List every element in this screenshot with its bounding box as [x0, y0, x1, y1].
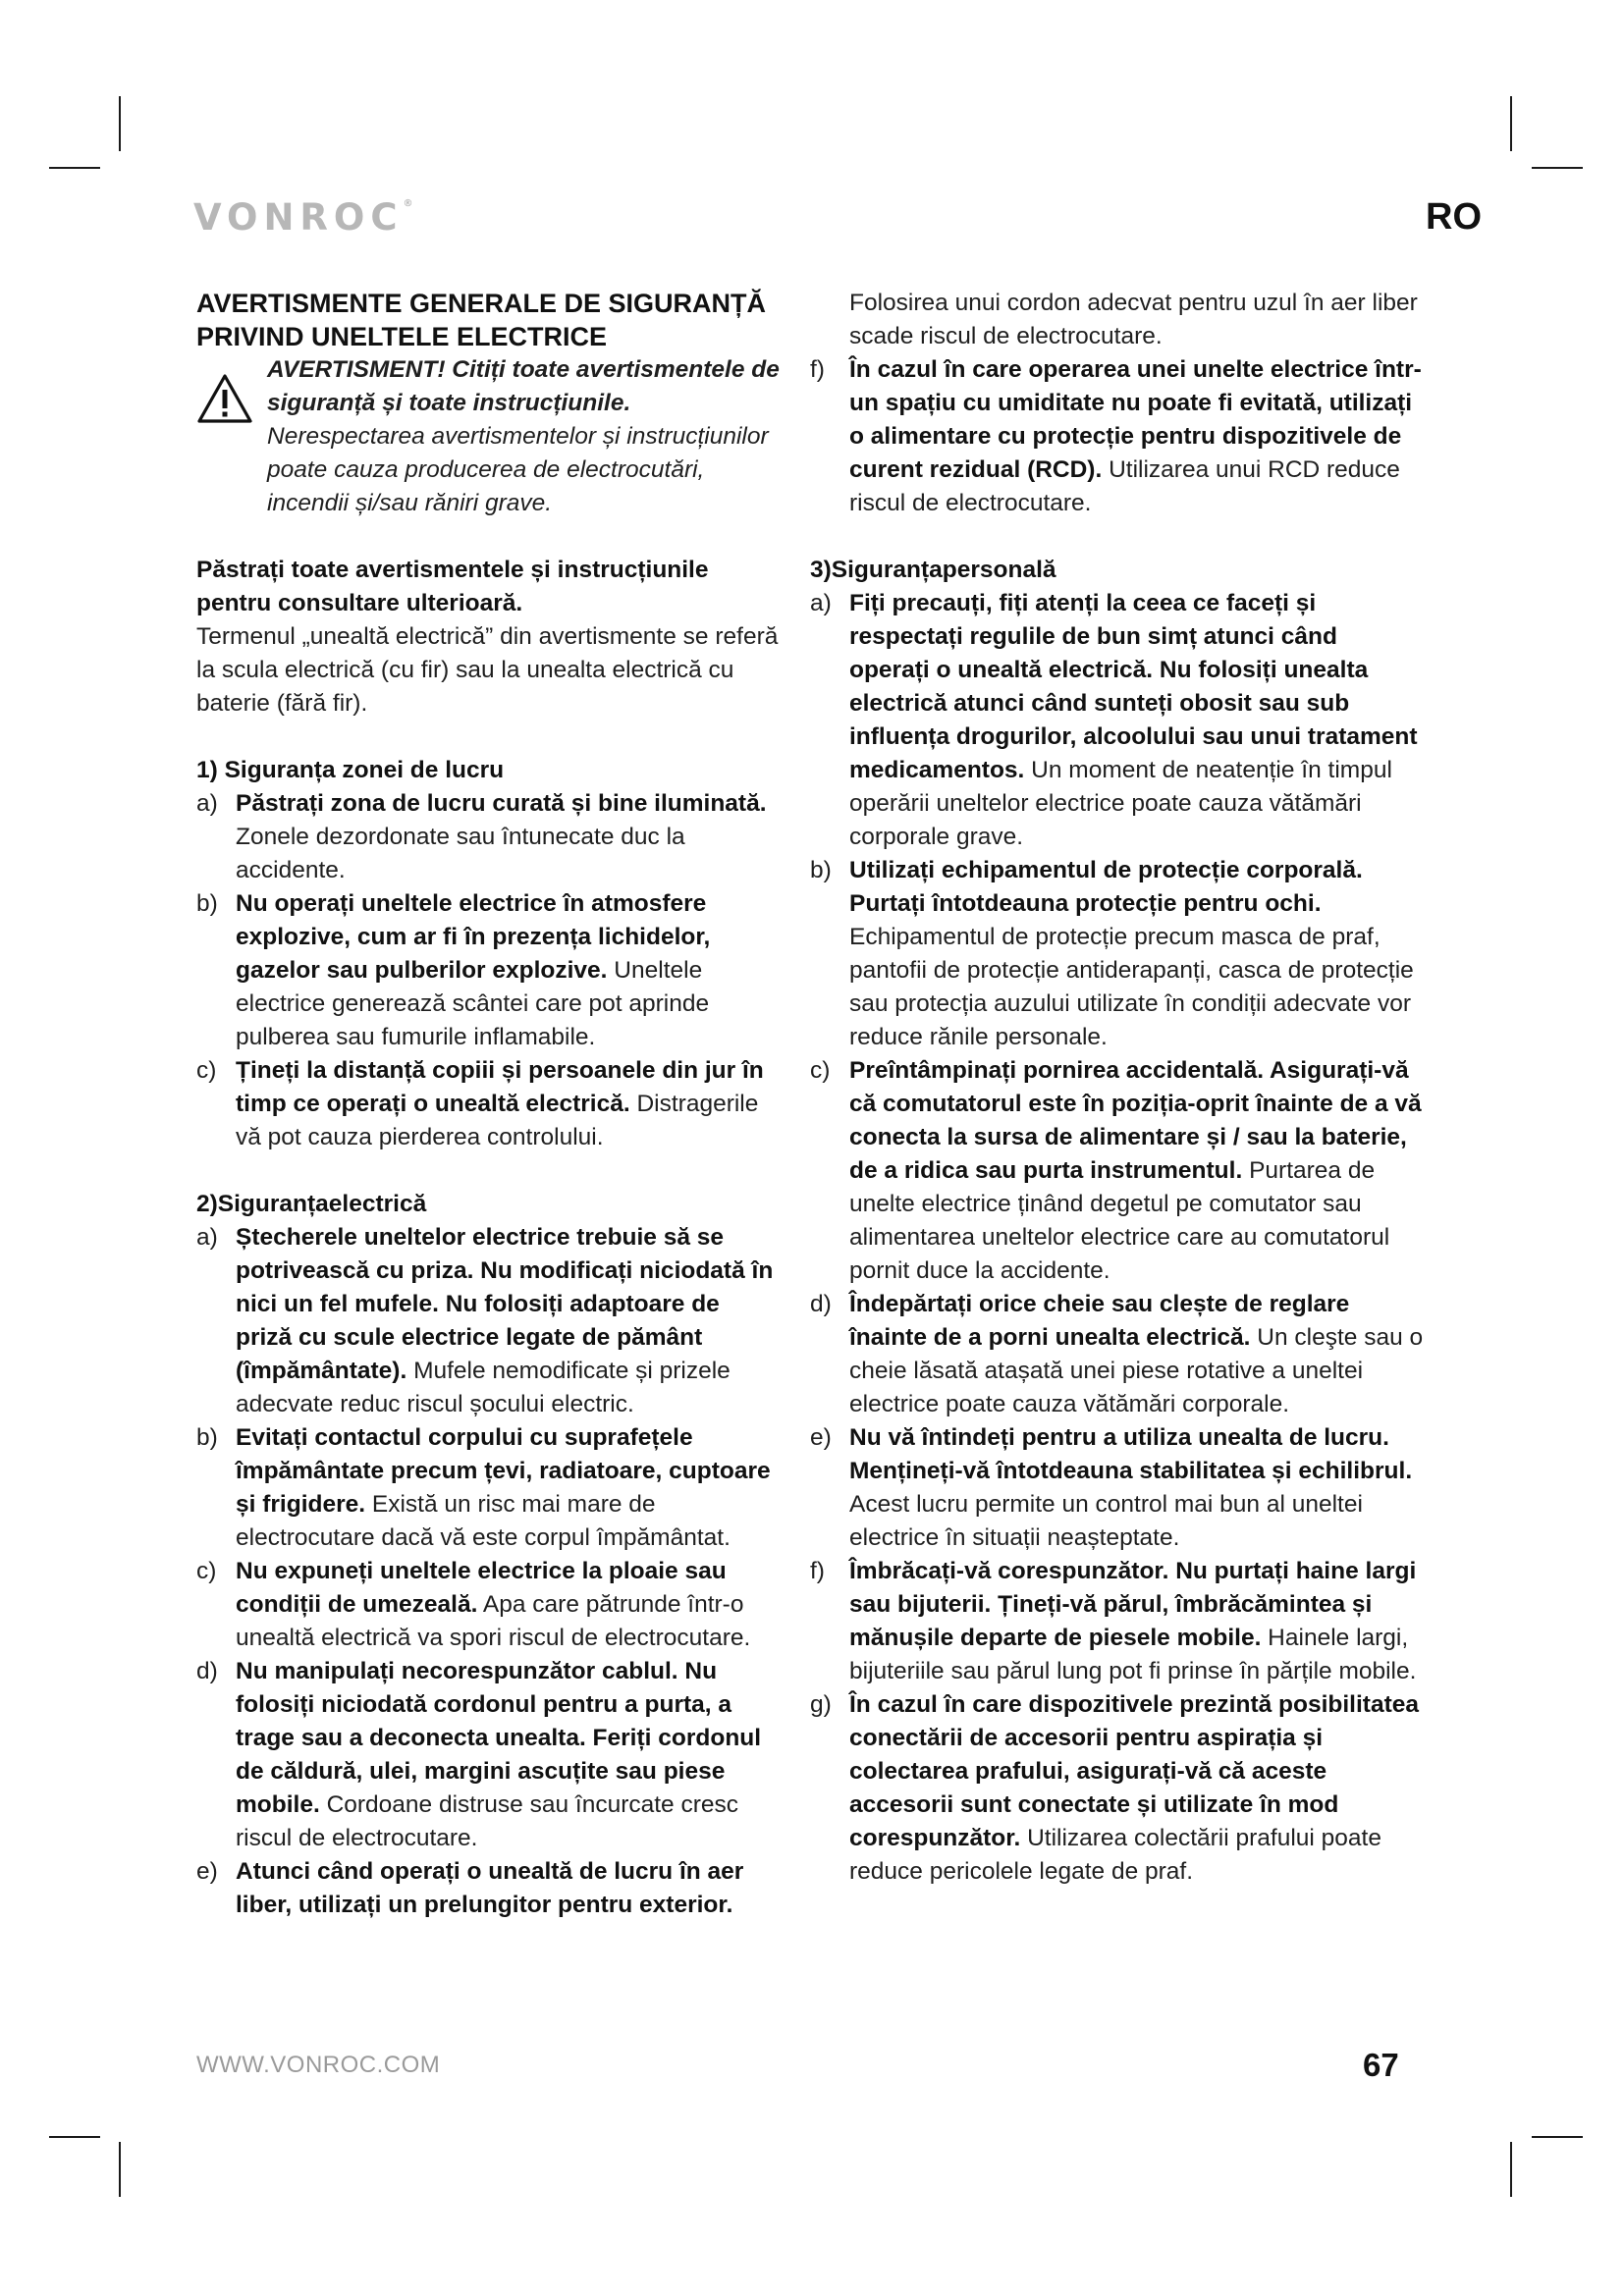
warning-text: AVERTISMENT! Citiți toate avertismentele de siguranță și toate instrucțiunile. Nerespectarea avertismentelor și instrucțiunilor poate cauza producerea de electrocutări, incendii și/sau răniri grave.: [267, 356, 780, 516]
page-number: 67: [1363, 2047, 1399, 2083]
continued-text: Folosirea unui cordon adecvat pentru uzul în aer liber scade riscul de electrocutare.: [849, 290, 1418, 349]
left-column: [196, 287, 781, 1922]
keep-instructions: Păstrați toate avertismentele și instrucțiunile pentru consultare ulterioară.: [196, 557, 709, 616]
list-item: f) Îmbrăcați-vă corespunzător. Nu purtați haine largi sau bijuterii. Țineți-vă părul, îmbrăcămintea și mănușile departe de piesele mobile. Hainele largi, bijuteriile sau părul lung pot fi prinse în părțile mobile.: [810, 1558, 1417, 1684]
section-2-title: 2)Siguranțaelectrică: [196, 1191, 427, 1217]
list-item: a) Fiți precauți, fiți atenți la ceea ce faceți și respectați regulile de bun simț atunci când operați o unealtă electrică. Nu folosiți unealta electrică atunci când sunteți obosit sau sub influența drogurilor, alcoolului sau unui tratament medicamentos. Un moment de neatenție în timpul operării uneltelor electrice poate cauza vătămări corporale grave.: [810, 590, 1418, 850]
language-code: RO: [1426, 196, 1482, 238]
list-item: e) Atunci când operați o unealtă de lucru în aer liber, utilizați un prelungitor pentru exterior.: [196, 1858, 744, 1918]
crop-mark: [1510, 96, 1512, 151]
footer-url[interactable]: WWW.VONROC.COM: [196, 2052, 441, 2078]
list-item: b) Nu operați uneltele electrice în atmosfere explozive, cum ar fi în prezența lichidelor, gazelor sau pulberilor explozive. Uneltele electrice generează scântei care pot aprinde pulberea sau fumurile inflamabile.: [196, 890, 711, 1050]
list-item: b) Utilizați echipamentul de protecție corporală. Purtați întotdeauna protecție pentru ochi. Echipamentul de protecție precum masca de praf, pantofii de protecție antiderapanți, casca de protecție sau protecția auzului utilizate în condiții adecvate vor reduce rănile personale.: [810, 857, 1414, 1050]
list-item: c) Preîntâmpinați pornirea accidentală. Asigurați-vă că comutatorul este în poziția-oprit înainte de a vă conecta la sursa de alimentare și / sau la baterie, de a ridica sau purta instrumentul. Purtarea de unelte electrice ținând degetul pe comutator sau alimentarea uneltelor electrice care au comutatorul pornit duce la accidente.: [810, 1057, 1422, 1284]
crop-mark: [1532, 167, 1583, 169]
crop-mark: [1510, 2142, 1512, 2197]
list-item: f) În cazul în care operarea unei unelte electrice într-un spațiu cu umiditate nu poate fi evitată, utilizați o alimentare cu protecție pentru dispozitivele de curent rezidual (RCD). Utilizarea unui RCD reduce riscul de electrocutare.: [810, 356, 1422, 516]
list-item: d) Îndepărtați orice cheie sau clește de reglare înainte de a porni unealta electrică. Un cleşte sau o cheie lăsată atașată unei piese rotative a uneltei electrice poate cauza vătămări corporale.: [810, 1291, 1424, 1417]
crop-mark: [119, 2142, 121, 2197]
list-item: d) Nu manipulați necorespunzător cablul. Nu folosiți niciodată cordonul pentru a purta, a trage sau a deconecta unealta. Feriți cordonul de căldură, ulei, margini ascuțite sau piese mobile. Cordoane distruse sau încurcate cresc riscul de electrocutare.: [196, 1658, 762, 1851]
section-3-title: 3)Siguranțapersonală: [810, 557, 1056, 583]
list-item: a) Păstrați zona de lucru curată și bine iluminată. Zonele dezordonate sau întunecate duc la accidente.: [196, 790, 767, 883]
list-item: c) Nu expuneți uneltele electrice la ploaie sau condiții de umezeală. Apa care pătrunde într-o unealtă electrică va spori riscul de electrocutare.: [196, 1558, 751, 1651]
list-item: c) Țineți la distanță copiii și persoanele din jur în timp ce operați o unealtă electrică. Distragerile vă pot cauza pierderea controlului.: [196, 1057, 764, 1150]
crop-mark: [1532, 2136, 1583, 2138]
section-1-title: 1) Siguranța zonei de lucru: [196, 757, 505, 783]
crop-mark: [49, 2136, 100, 2138]
warning-block: [196, 353, 781, 520]
warning-triangle-icon: [196, 353, 267, 520]
crop-mark: [49, 167, 100, 169]
list-item: b) Evitați contactul corpului cu suprafețele împământate precum țevi, radiatoare, cuptoare și frigidere. Există un risc mai mare de electrocutare dacă vă este corpul împământat.: [196, 1424, 771, 1551]
brand-logo: VONROC®: [193, 196, 413, 239]
right-column: [810, 287, 1424, 1889]
list-item: e) Nu vă întindeți pentru a utiliza unealta de lucru. Mențineți-vă întotdeauna stabilitatea și echilibrul. Acest lucru permite un control mai bun al uneltei electrice în situații neașteptate.: [810, 1424, 1413, 1551]
term-definition: Termenul „unealtă electrică” din avertismente se referă la scula electrică (cu fir) sau la unealta electrică cu baterie (fără fir).: [196, 623, 779, 717]
list-item: a) Ștecherele uneltelor electrice trebuie să se potrivească cu priza. Nu modificați niciodată în nici un fel mufele. Nu folosiți adaptoare de priză cu scule electrice legate de pământ (împământate). Mufele nemodificate și prizele adecvate reduc riscul șocului electric.: [196, 1224, 774, 1417]
list-item: g) În cazul în care dispozitivele prezintă posibilitatea conectării de accesorii pentru aspirația și colectarea prafului, asigurați-vă că aceste accesorii sunt conectate și utilizate în mod corespunzător. Utilizarea colectării prafului poate reduce pericolele legate de praf.: [810, 1691, 1419, 1885]
crop-mark: [119, 96, 121, 151]
section-title: AVERTISMENTE GENERALE DE SIGURANȚĂ PRIVIND UNELTELE ELECTRICE: [196, 289, 767, 351]
